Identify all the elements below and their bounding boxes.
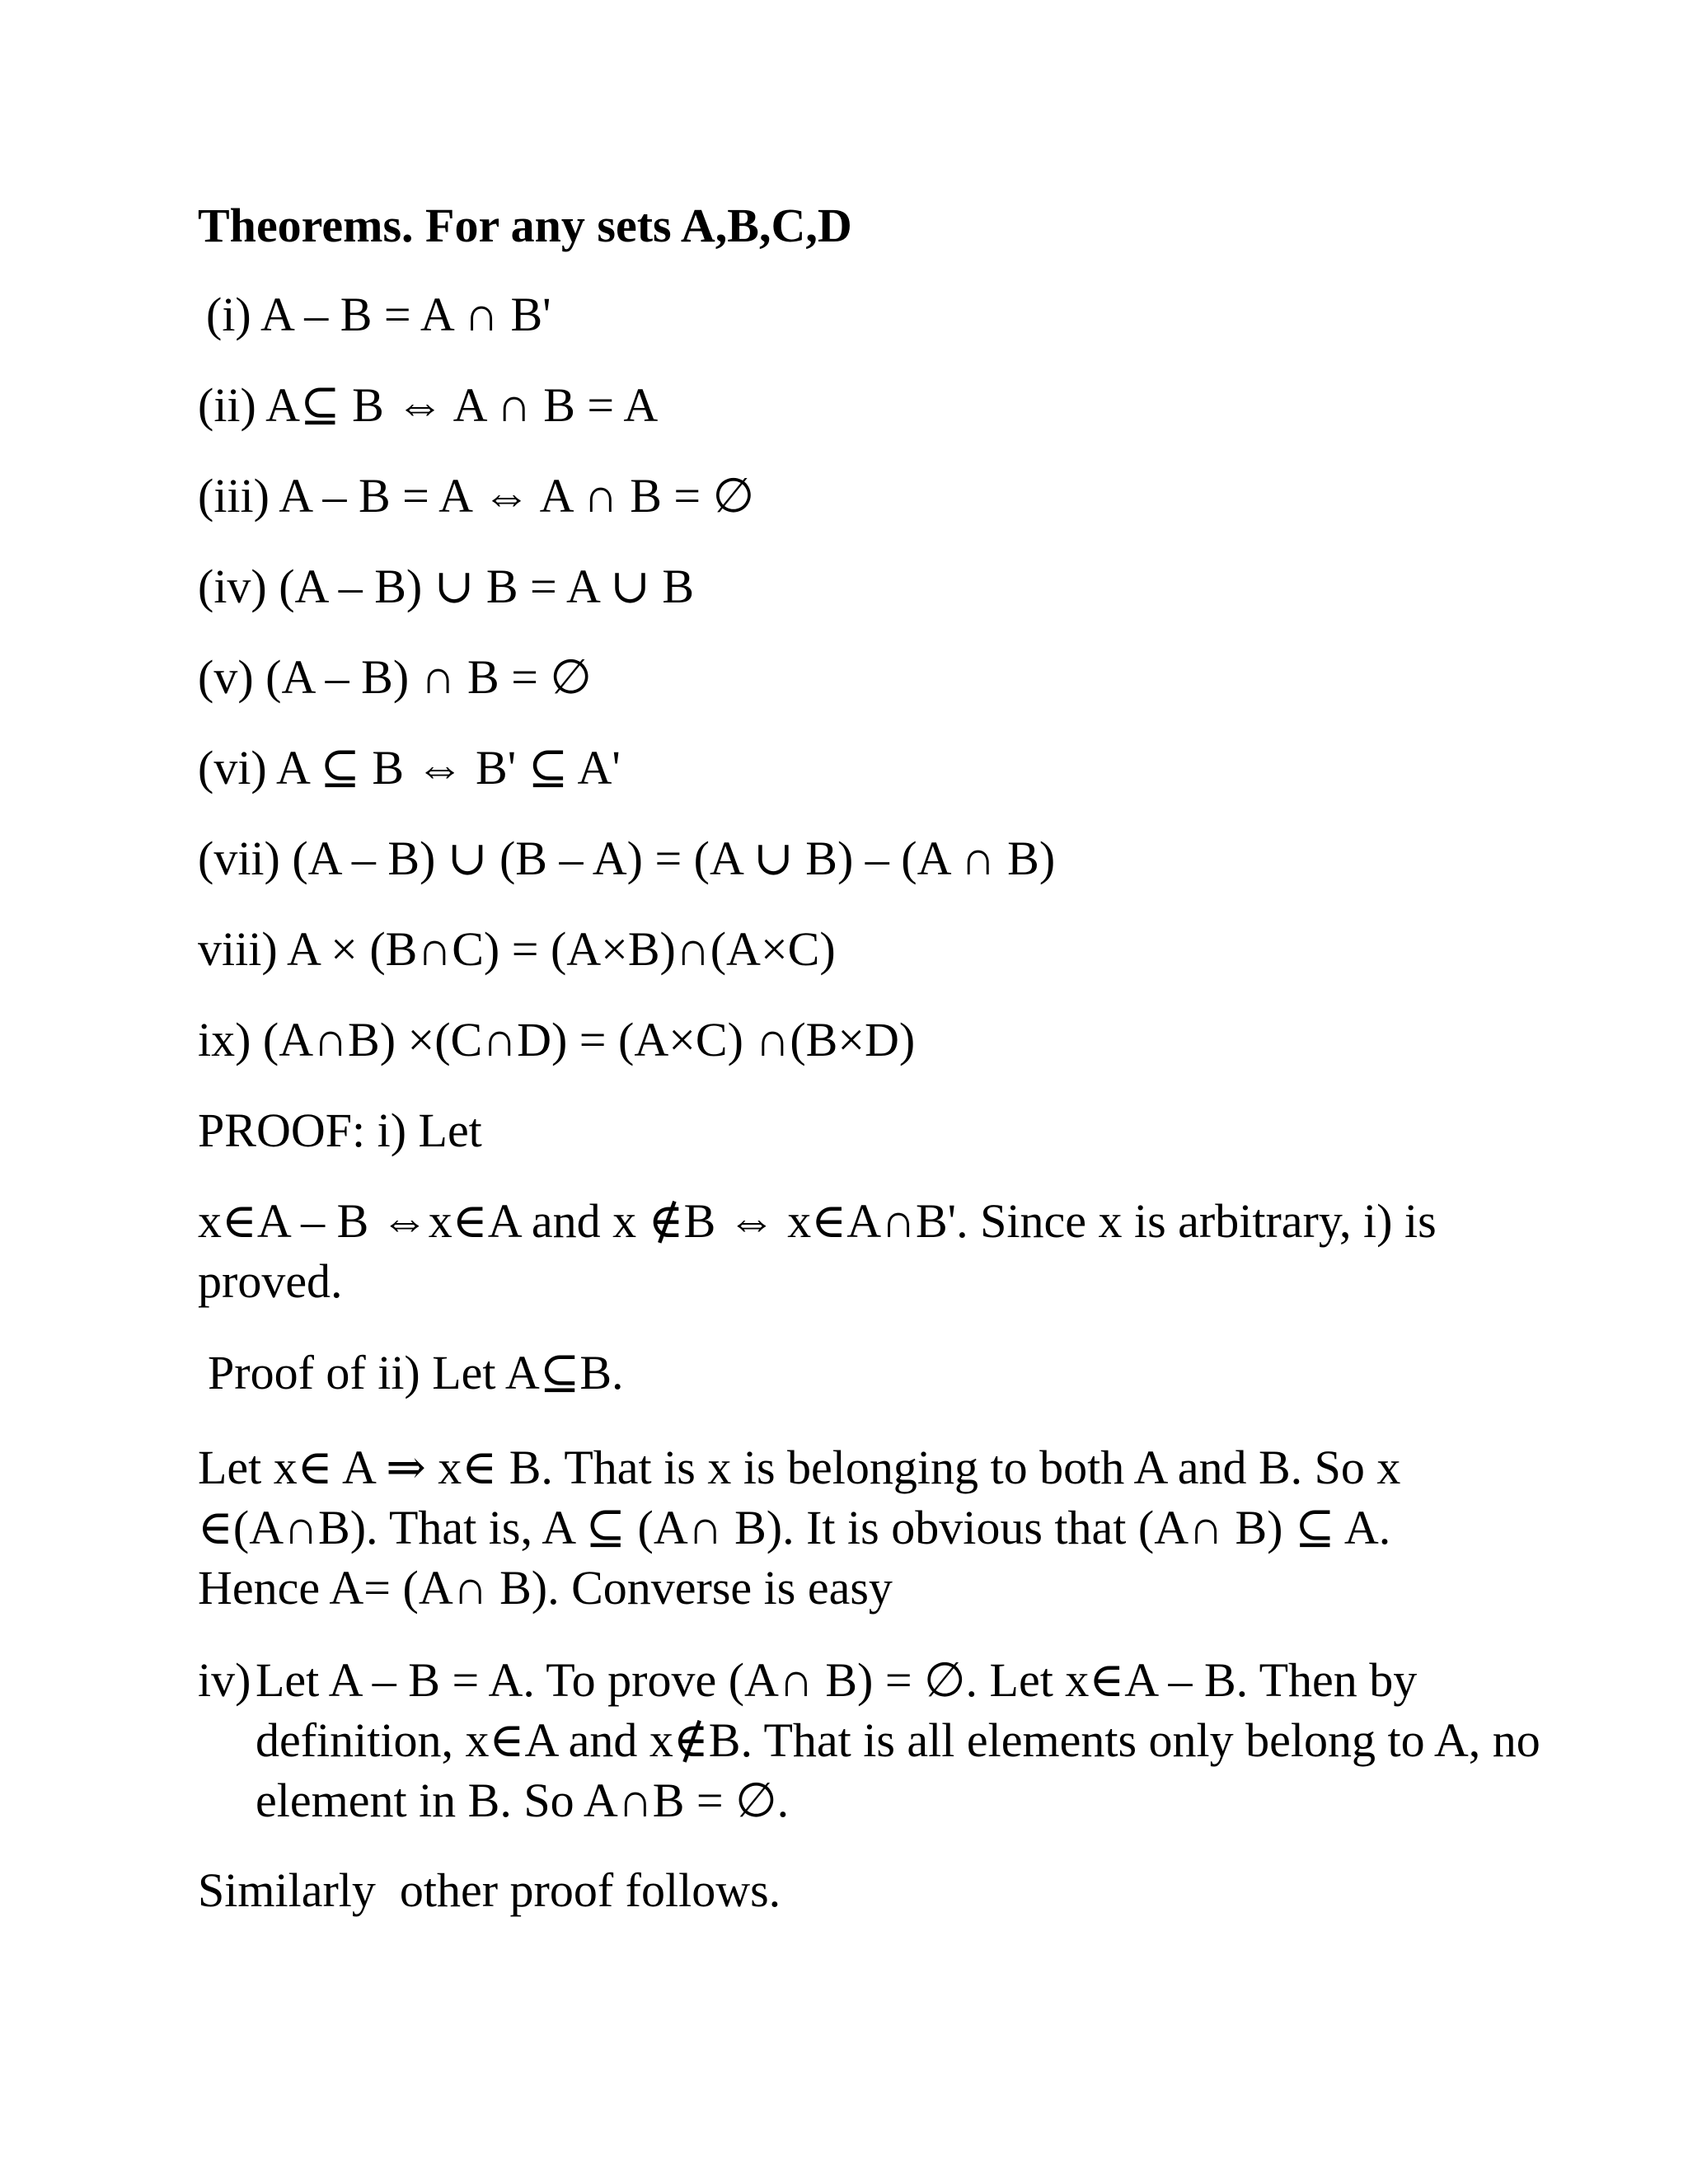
theorem-item: (ii) A⊆ B ⇔ A ∩ B = A [198, 378, 659, 432]
proof-ii-text: Let x∈ A ⇒ x∈ B. That is x is belonging to both A and B. So x ∈(A∩B). That is, A ⊆ (A∩ B). It is obvious that (A∩ B) ⊆ A. Hence A= (A∩ B). Converse is easy [198, 1441, 1401, 1615]
theorem-item: (vi) A ⊆ B ⇔ B' ⊆ A' [198, 741, 621, 794]
proof-iv-text: Let A – B = A. To prove (A∩ B) = ∅. Let x∈A – B. Then by definition, x∈A and x∉B. That is all elements only belong to A, no element in B. So A∩B = ∅. [256, 1653, 1540, 1827]
theorem-item: viii) A × (B∩C) = (A×B)∩(A×C) [198, 922, 836, 976]
proof-label: PROOF: i) Let [198, 1104, 482, 1157]
theorem-item: (iii) A – B = A ⇔ A ∩ B = ∅ [198, 469, 755, 523]
closing-text: Similarly other proof follows. [198, 1863, 781, 1917]
theorem-item: (i) A – B = A ∩ B' [206, 288, 551, 341]
theorem-item: (iv) (A – B) ∪ B = A ∪ B [198, 560, 695, 613]
theorems-heading: Theorems. For any sets A,B,C,D [198, 199, 852, 252]
theorem-item: (v) (A – B) ∩ B = ∅ [198, 650, 592, 704]
proof-ii-heading: Proof of ii) Let A⊆B. [208, 1346, 624, 1399]
proof-iv-label: iv) [198, 1653, 251, 1707]
proof-i-text: x∈A – B ⇔x∈A and x ∉B ⇔ x∈A∩B'. Since x is arbitrary, i) is proved. [198, 1194, 1437, 1308]
theorem-item: ix) (A∩B) ×(C∩D) = (A×C) ∩(B×D) [198, 1013, 916, 1066]
theorem-item: (vii) (A – B) ∪ (B – A) = (A ∪ B) – (A ∩ B) [198, 832, 1056, 885]
proof-iv-block [198, 1650, 1541, 1840]
